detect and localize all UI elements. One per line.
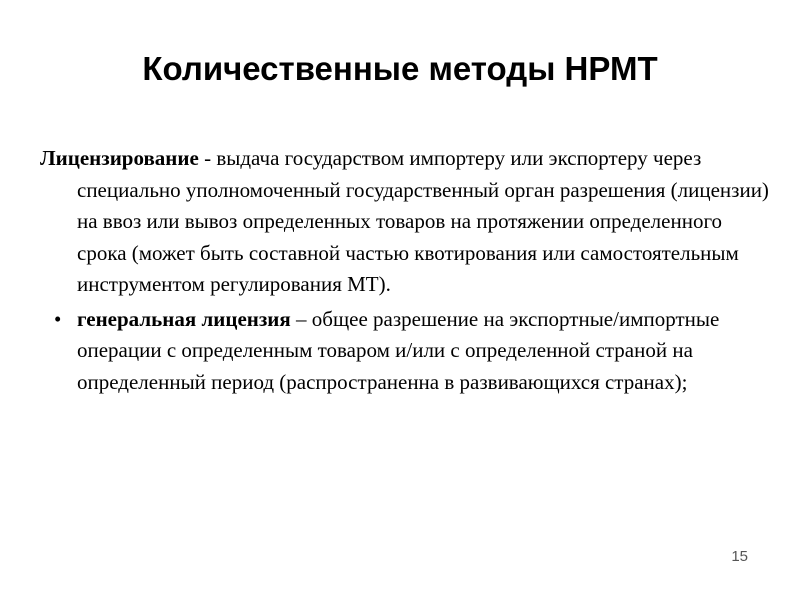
- slide-body: [40, 143, 770, 398]
- bullet-item: [40, 304, 770, 399]
- definition-paragraph: [40, 143, 770, 301]
- general-license-definition: – общее разрешение на экспортные/импортные операции с определенным товаром и/или с определенной страной на определенный период (распространенна в развивающихся странах);: [77, 306, 720, 394]
- term-licensing: Лицензирование: [40, 146, 199, 170]
- page-number: 15: [731, 548, 748, 565]
- bullet-icon: •: [54, 306, 62, 331]
- term-general-license: генеральная лицензия: [77, 306, 291, 331]
- licensing-definition: - выдача государством импортеру или экспортеру через специально уполномоченный государственный орган разрешения (лицензии) на ввоз или вывоз определенных товаров на протяжении определенного срока (может быть составной частью квотирования или самостоятельным инструментом регулирования МТ).: [77, 146, 769, 296]
- slide-title: Количественные методы НРМТ: [142, 50, 658, 87]
